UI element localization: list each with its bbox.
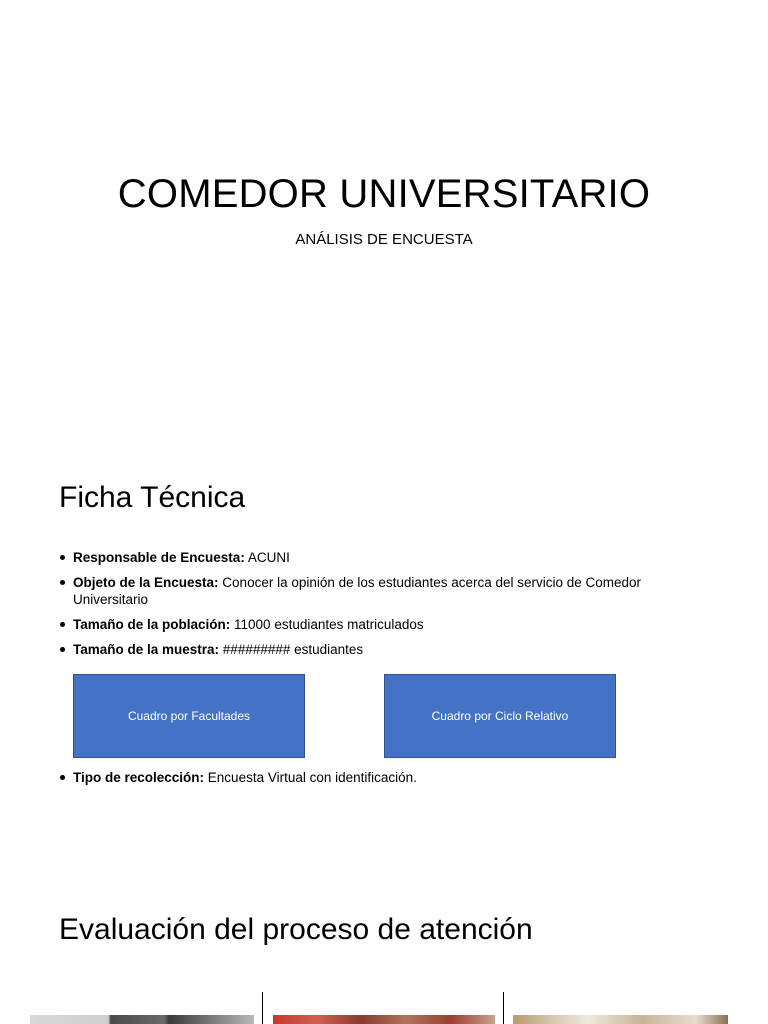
item-label: Responsable de Encuesta: [73, 550, 241, 565]
item-value: Encuesta Virtual con identificación.: [204, 770, 417, 785]
evaluacion-heading: Evaluación del proceso de atención: [59, 913, 533, 946]
thumbnail-photo-2: [273, 1015, 495, 1024]
divider: [503, 992, 504, 1024]
list-item-responsable: Responsable de Encuesta: ACUNI: [59, 549, 699, 566]
page-title: COMEDOR UNIVERSITARIO: [117, 172, 651, 216]
cuadro-ciclo-button[interactable]: Cuadro por Ciclo Relativo: [384, 674, 616, 758]
list-item-objeto: Objeto de la Encuesta: Conocer la opinión de los estudiantes acerca del servicio de Comedor Universitario: [59, 574, 699, 608]
list-item-muestra: Tamaño de la muestra: ######### estudiantes: [59, 641, 699, 658]
cuadro-facultades-button[interactable]: Cuadro por Facultades: [73, 674, 305, 758]
item-label: Tamaño de la muestra: [73, 642, 215, 657]
divider: [262, 992, 263, 1024]
item-value: ######### estudiantes: [219, 642, 364, 657]
item-label: Tamaño de la población: [73, 617, 226, 632]
item-label: Objeto de la Encuesta: [73, 575, 215, 590]
item-label: Tipo de recolección: [73, 770, 200, 785]
list-item-recoleccion: Tipo de recolección: Encuesta Virtual con identificación.: [59, 769, 699, 786]
ficha-tecnica-heading: Ficha Técnica: [59, 481, 246, 514]
item-value: ACUNI: [244, 550, 290, 565]
page-subtitle: ANÁLISIS DE ENCUESTA: [295, 231, 473, 248]
thumbnail-photo-1: [30, 1015, 254, 1024]
thumbnail-photo-3: [513, 1015, 728, 1024]
list-item-poblacion: Tamaño de la población: 11000 estudiantes matriculados: [59, 616, 699, 633]
ficha-bullet-list: [59, 549, 699, 666]
item-value: Conocer la opinión de los estudiantes acerca del servicio de Comedor Universitario: [73, 575, 642, 607]
item-value: 11000 estudiantes matriculados: [230, 617, 424, 632]
ficha-bullet-list-2: [59, 769, 699, 794]
